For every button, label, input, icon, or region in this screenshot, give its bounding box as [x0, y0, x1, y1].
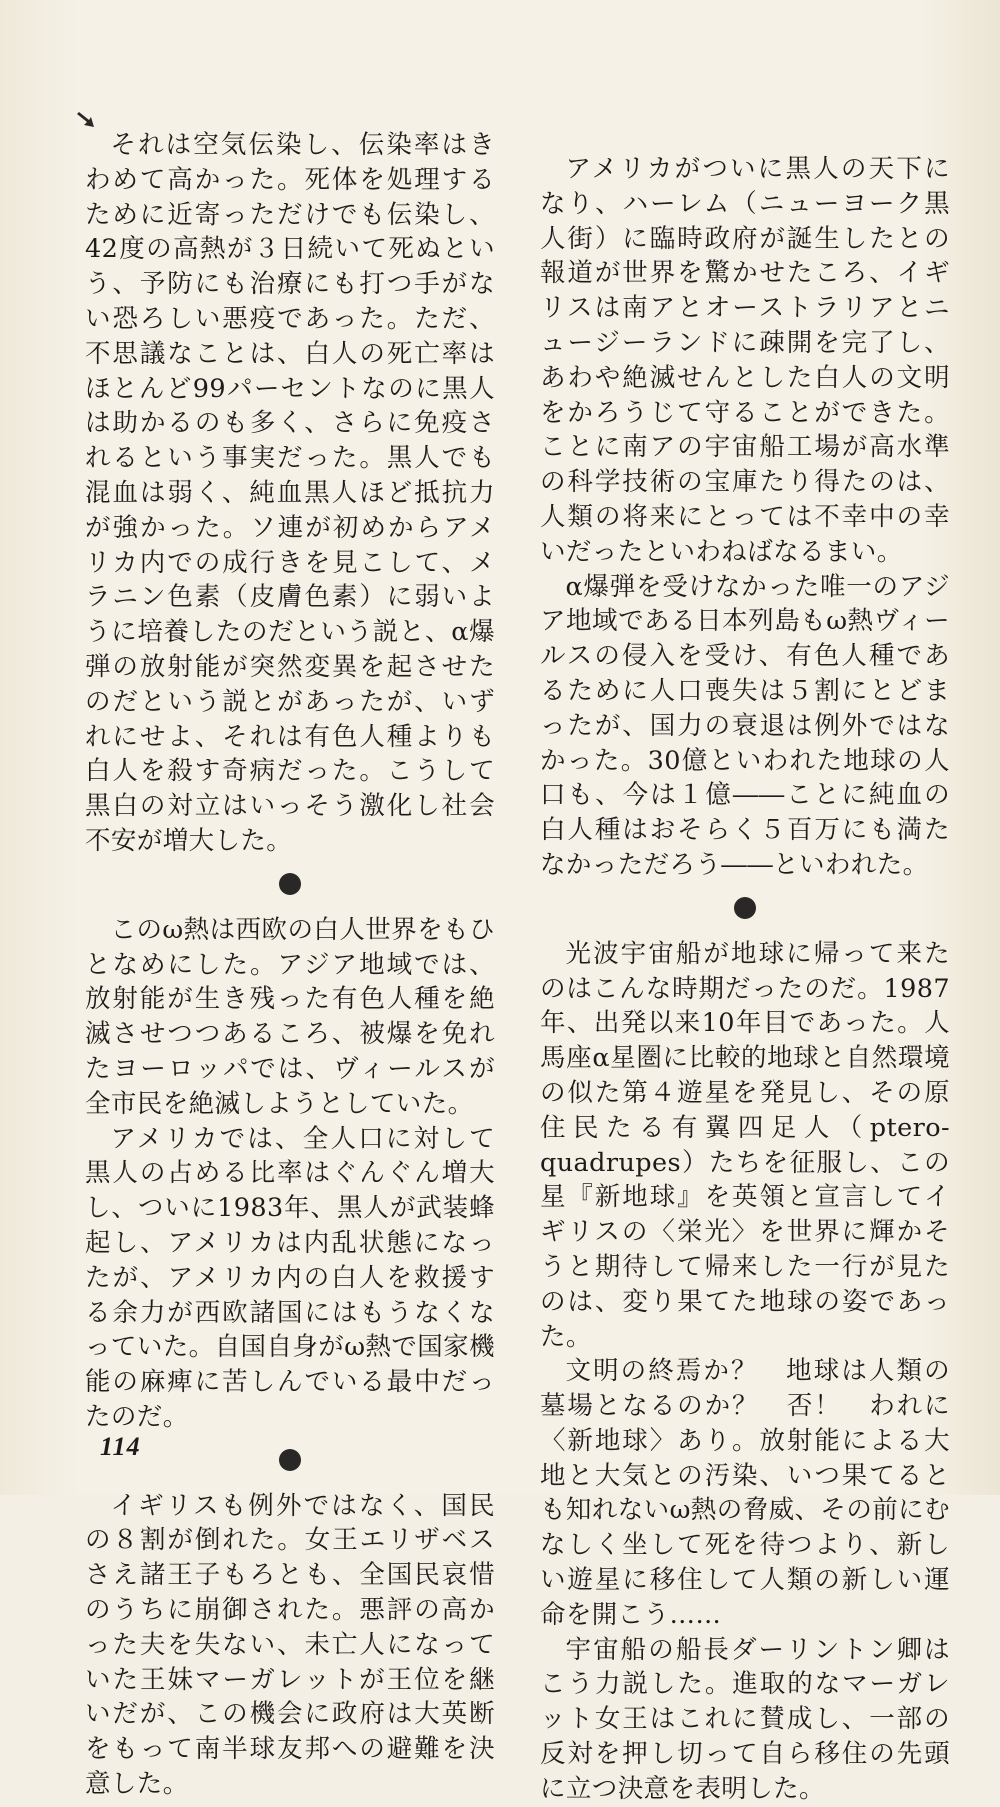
- paragraph: α爆弾を受けなかった唯一のアジア地域である日本列島もω熱ヴィールスの侵入を受け、有色人種であるために人口喪失は５割にとどまったが、国力の衰退は例外ではなかった。30億といわれた地球の人口も、今は１億――ことに純血の白人種はおそらく５百万にも満たなかっただろう――といわれた。: [540, 571, 950, 880]
- paragraph: 宇宙船の船長ダーリントン卿はこう力説した。進取的なマーガレット女王はこれに賛成し、一部の反対を押し切って自ら移住の先頭に立つ決意を表明した。: [540, 1634, 950, 1804]
- right-column: [540, 152, 950, 1807]
- section-separator-dot: [279, 1449, 301, 1471]
- paragraph: 文明の終焉か？ 地球は人類の墓場となるのか？ 否！ われに〈新地球〉あり。放射能による大地と大気との汚染、いつ果てるとも知れないω熱の脅威、その前にむなしく坐して死を待つより、新しい遊星に移住して人類の新しい運命を開こう……: [540, 1356, 950, 1630]
- arrow-mark-icon: [74, 108, 96, 130]
- section-separator-dot: [734, 897, 756, 919]
- paragraph: それは空気伝染し、伝染率はきわめて高かった。死体を処理するために近寄っただけでも伝染し、42度の高熱が３日続いて死ぬという、予防にも治療にも打つ手がない恐ろしい悪疫であった。ただ、不思議なことは、白人の死亡率はほとんど99パーセントなのに黒人は助かるのも多く、さらに免疫されるという事実だった。黒人でも混血は弱く、純血黒人ほど抵抗力が強かった。ソ連が初めからアメリカ内での成行きを見こして、メラニン色素（皮膚色素）に弱いように培養したのだという説と、α爆弾の放射能が突然変異を起させたのだという説とがあったが、いずれにせよ、それは有色人種よりも白人を殺す奇病だった。こうして黒白の対立はいっそう激化し社会不安が増大した。: [85, 130, 495, 856]
- page-number: 114: [100, 1432, 141, 1461]
- section-separator-dot: [279, 873, 301, 895]
- paragraph: このω熱は西欧の白人世界をもひとなめにした。アジア地域では、放射能が生き残った有色人種を絶滅させつつあるころ、被爆を免れたヨーロッパでは、ヴィールスが全市民を絶滅しようとしていた。: [85, 914, 495, 1119]
- paragraph: イギリスも例外ではなく、国民の８割が倒れた。女王エリザベスさえ諸王子もろとも、全国民哀惜のうちに崩御された。悪評の高かった夫を失ない、未亡人になっていた王妹マーガレットが王位を継いだが、この機会に政府は大英断をもって南半球友邦への避難を決意した。: [85, 1490, 495, 1800]
- left-column: [85, 128, 495, 1802]
- paragraph: アメリカがついに黒人の天下になり、ハーレム（ニューヨーク黒人街）に臨時政府が誕生したとの報道が世界を驚かせたころ、イギリスは南アとオーストラリアとニュージーランドに疎開を完了し、あわや絶滅せんとした白人の文明をかろうじて守ることができた。ことに南アの宇宙船工場が高水準の科学技術の宝庫たり得たのは、人類の将来にとっては不幸中の幸いだったといわねばなるまい。: [540, 154, 950, 567]
- paragraph: 光波宇宙船が地球に帰って来たのはこんな時期だったのだ。1987年、出発以来10年目であった。人馬座α星圏に比較的地球と自然環境の似た第４遊星を発見し、その原住民たる有翼四足人（ptero-quadrupes）たちを征服し、この星『新地球』を英領と宣言してイギリスの〈栄光〉を世界に輝かそうと期待して帰来した一行が見たのは、変り果てた地球の姿であった。: [540, 938, 950, 1352]
- paragraph: アメリカでは、全人口に対して黒人の占める比率はぐんぐん増大し、ついに1983年、黒人が武装蜂起し、アメリカは内乱状態になったが、アメリカ内の白人を救援する余力が西欧諸国にはもうなくなっていた。自国自身がω熱で国家機能の麻痺に苦しんでいる最中だったのだ。: [85, 1123, 495, 1432]
